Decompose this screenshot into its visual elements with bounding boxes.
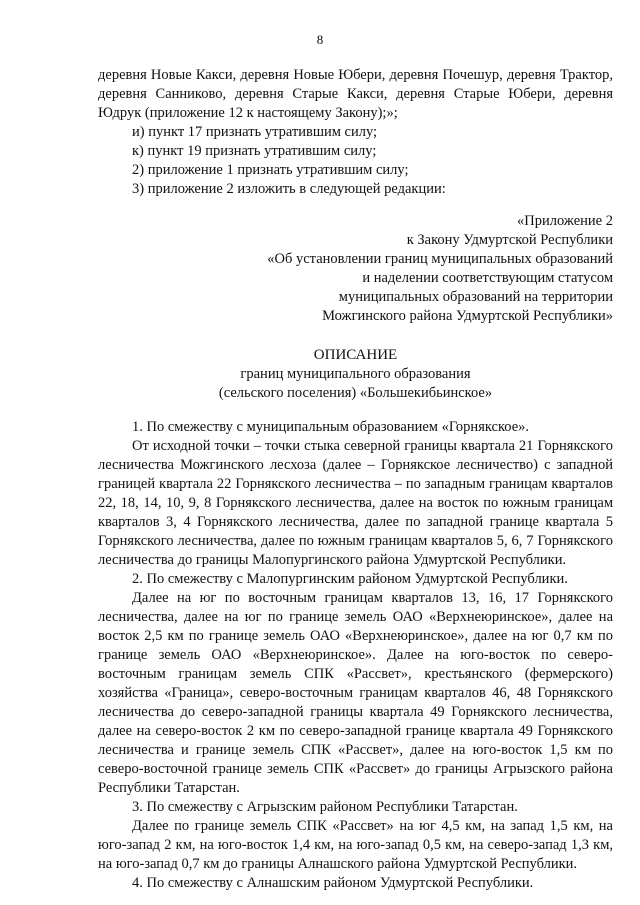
description-body <box>98 418 613 893</box>
document-title: ОПИСАНИЕ <box>313 347 398 363</box>
list-item: 3) приложение 2 изложить в следующей редакции: <box>132 181 446 197</box>
paragraph: Далее на юг по восточным границам кварталов 13, 16, 17 Горнякского лесничества, далее на юг по границе земель ОАО «Верхнеюринское», далее на восток 2,5 км по границе земель ОАО «Верхнеюринское», далее на юг 0,7 км по границе земель ОАО «Верхнеюринское». Далее на юго-восток по северо-восточным границам земель СПК «Рассвет», крестьянского (фермерского) хозяйства «Граница», северо-восточным границам кварталов 46, 48 Горнякского лесничества до северо-западной границы квартала 49 Горнякского лесничества, далее на северо-восток 2 км по северо-западной границе квартала 49 Горнякского лесничества и границе земель СПК «Рассвет», далее на юго-восток 1,5 км по северо-восточной границе земель СПК «Рассвет» до границы Агрызского района Республики Татарстан. <box>98 590 613 796</box>
subtitle-line: границ муниципального образования <box>240 366 471 382</box>
appendix-header-line: и наделении соответствующим статусом <box>362 270 613 286</box>
page-number: 8 <box>316 32 324 47</box>
subtitle-line: (сельского поселения) «Большекибьинское» <box>218 385 493 401</box>
list-item: 2) приложение 1 признать утратившим силу; <box>132 162 409 178</box>
appendix-header-line: муниципальных образований на территории <box>338 289 613 305</box>
appendix-header-line: «Об установлении границ муниципальных образований <box>267 251 613 267</box>
section-heading: 1. По смежеству с муниципальным образованием «Горнякское». <box>132 419 530 435</box>
section-heading: 4. По смежеству с Алнашским районом Удмуртской Республики. <box>132 875 534 891</box>
list-item: к) пункт 19 признать утратившим силу; <box>132 143 377 159</box>
appendix-header-line: к Закону Удмуртской Республики <box>406 232 613 248</box>
document-body <box>98 66 613 893</box>
paragraph: От исходной точки – точки стыка северной границы квартала 21 Горнякского лесничества Можгинского лесхоза (далее – Горнякское лесничество) с западной границей квартала 22 Горнякского лесничества – по западным границам кварталов 22, 18, 14, 10, 9, 8 Горнякского лесничества, далее на восток по южным границам кварталов 3, 4 Горнякского лесничества, далее по западной границе квартала 5 Горнякского лесничества, далее по южным границам кварталов 5, 6, 7 Горнякского лесничества до границы Малопургинского района Удмуртской Республики. <box>98 438 613 568</box>
appendix-header-line: Можгинского района Удмуртской Республики» <box>322 308 613 324</box>
list-item: и) пункт 17 признать утратившим силу; <box>132 124 378 140</box>
appendix-header-line: «Приложение 2 <box>517 213 613 229</box>
appendix-header <box>98 212 613 326</box>
section-heading: 3. По смежеству с Агрызским районом Республики Татарстан. <box>132 799 518 815</box>
intro-paragraph: деревня Новые Какси, деревня Новые Юбери, деревня Почешур, деревня Трактор, деревня Санниково, деревня Старые Какси, деревня Старые Юбери, деревня Юдрук (приложение 12 к настоящему Закону);»; <box>98 67 613 121</box>
section-heading: 2. По смежеству с Малопургинским районом Удмуртской Республики. <box>132 571 568 587</box>
paragraph: Далее по границе земель СПК «Рассвет» на юг 4,5 км, на запад 1,5 км, на юго-запад 2 км, на юго-восток 1,4 км, на юго-запад 0,5 км, на северо-запад 1,3 км, на юго-запад 0,7 км до границы Алнашского района Удмуртской Республики. <box>98 818 613 872</box>
